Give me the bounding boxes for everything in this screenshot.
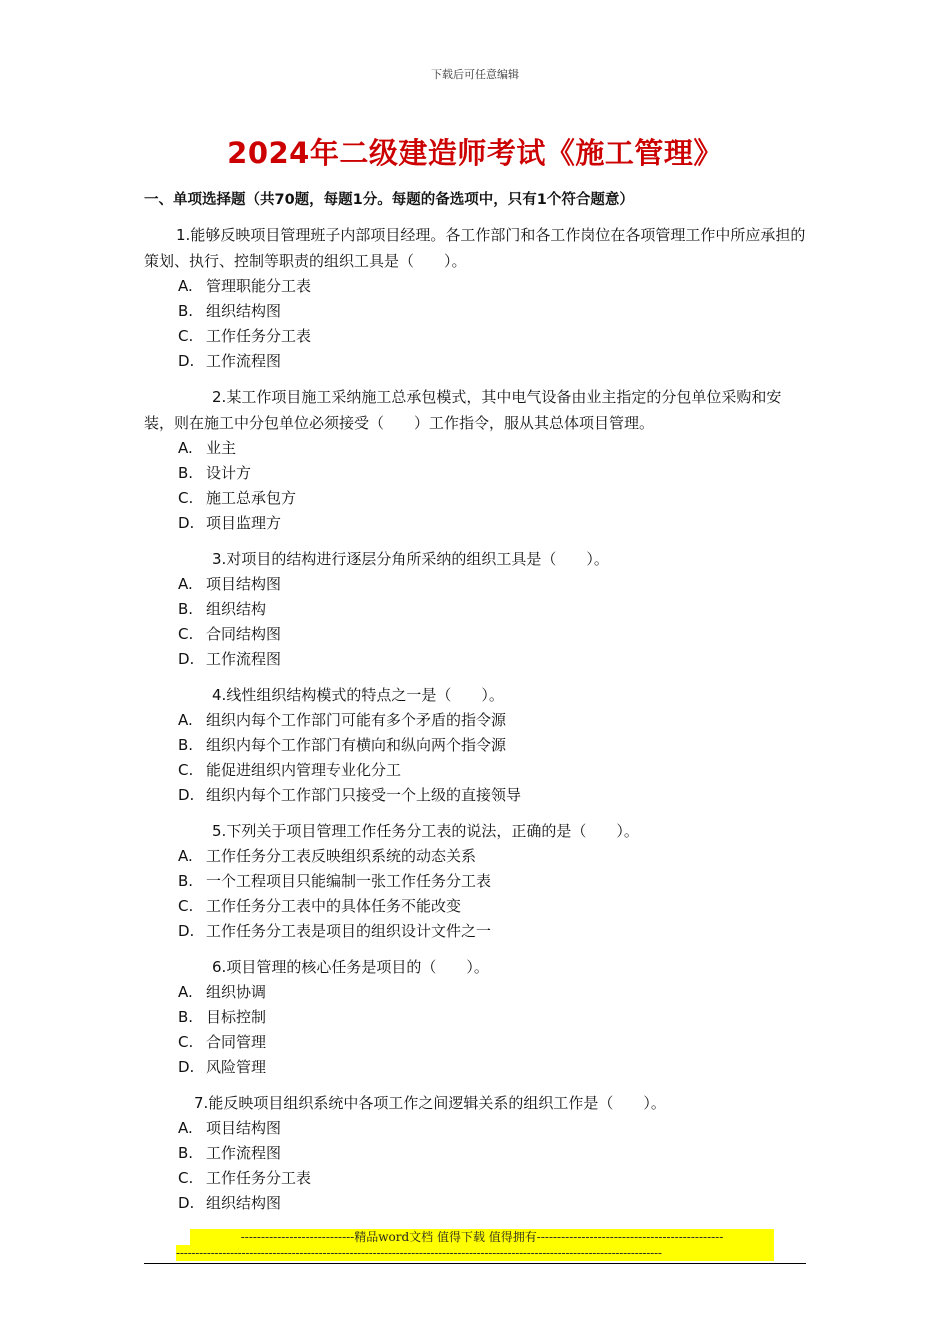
option-letter: B. [178, 1008, 194, 1026]
question-stem [144, 1090, 808, 1116]
answer-option [144, 622, 808, 647]
option-letter: B. [178, 600, 194, 618]
question-number: 2. [212, 388, 227, 406]
footer-rule [144, 1263, 806, 1264]
option-text: 组织内每个工作部门有横向和纵向两个指令源 [206, 736, 507, 754]
answer-option [144, 733, 808, 758]
question-number: 6. [212, 958, 227, 976]
answer-option [144, 1141, 808, 1166]
option-text: 组织内每个工作部门可能有多个矛盾的指令源 [206, 711, 507, 729]
option-letter: D. [178, 650, 195, 668]
option-letter: C. [178, 761, 194, 779]
option-letter: C. [178, 489, 194, 507]
answer-option [144, 572, 808, 597]
answer-option [144, 1191, 808, 1216]
option-text: 工作任务分工表是项目的组织设计文件之一 [206, 922, 492, 940]
question-text: 能反映项目组织系统中各项工作之间逻辑关系的组织工作是（ ）。 [208, 1094, 666, 1112]
question-stem [144, 384, 808, 436]
answer-option [144, 299, 808, 324]
option-letter: A. [178, 983, 193, 1001]
option-text: 工作流程图 [206, 352, 282, 370]
option-letter: A. [178, 711, 193, 729]
section-heading: 一、单项选择题（共70题，每题1分。每题的备选项中，只有1个符合题意） [144, 192, 634, 208]
option-letter: D. [178, 922, 195, 940]
option-letter: B. [178, 464, 194, 482]
option-text: 工作任务分工表反映组织系统的动态关系 [206, 847, 477, 865]
question-5 [144, 818, 808, 944]
question-stem [144, 546, 808, 572]
answer-option [144, 869, 808, 894]
question-number: 4. [212, 686, 227, 704]
option-text: 组织结构图 [206, 1194, 282, 1212]
option-letter: A. [178, 277, 193, 295]
option-text: 设计方 [206, 464, 252, 482]
answer-option [144, 1030, 808, 1055]
question-text: 某工作项目施工采纳施工总承包模式，其中电气设备由业主指定的分包单位采购和安装，则在施工中分包单位必须接受（ ）工作指令，服从其总体项目管理。 [144, 388, 782, 432]
option-text: 工作任务分工表中的具体任务不能改变 [206, 897, 462, 915]
answer-option [144, 647, 808, 672]
question-number: 3. [212, 550, 227, 568]
option-text: 风险管理 [206, 1058, 267, 1076]
option-text: 项目监理方 [206, 514, 282, 532]
option-letter: A. [178, 847, 193, 865]
question-text: 线性组织结构模式的特点之一是（ ）。 [226, 686, 504, 704]
question-stem [144, 818, 808, 844]
option-text: 管理职能分工表 [206, 277, 312, 295]
question-number: 1. [176, 226, 191, 244]
footer-line-2: ------------------------------------------------------------------------------------------------------------------------------ [176, 1245, 774, 1261]
option-letter: A. [178, 1119, 193, 1137]
option-letter: D. [178, 1194, 195, 1212]
question-text: 对项目的结构进行逐层分角所采纳的组织工具是（ ）。 [226, 550, 609, 568]
question-stem [144, 682, 808, 708]
answer-option [144, 919, 808, 944]
option-letter: D. [178, 514, 195, 532]
option-letter: A. [178, 575, 193, 593]
option-letter: B. [178, 736, 194, 754]
question-text: 能够反映项目管理班子内部项目经理。各工作部门和各工作岗位在各项管理工作中所应承担的策划、执行、控制等职责的组织工具是（ ）。 [144, 226, 806, 270]
option-letter: D. [178, 786, 195, 804]
option-text: 业主 [206, 439, 237, 457]
question-list [144, 222, 808, 1226]
option-letter: A. [178, 439, 193, 457]
option-letter: D. [178, 352, 195, 370]
footer-line-1: ----------------------------精品word文档 值得下载 值得拥有---------------------------------------------- [190, 1229, 774, 1245]
answer-option [144, 274, 808, 299]
header-note: 下载后可任意编辑 [431, 68, 519, 81]
question-2 [144, 384, 808, 536]
option-text: 工作流程图 [206, 1144, 282, 1162]
option-text: 工作流程图 [206, 650, 282, 668]
question-text: 项目管理的核心任务是项目的（ ）。 [226, 958, 489, 976]
answer-option [144, 511, 808, 536]
footer-banner [176, 1229, 774, 1261]
option-letter: C. [178, 1033, 194, 1051]
answer-option [144, 758, 808, 783]
question-number: 5. [212, 822, 227, 840]
option-letter: C. [178, 1169, 194, 1187]
option-text: 一个工程项目只能编制一张工作任务分工表 [206, 872, 492, 890]
document-title: 2024年二级建造师考试《施工管理》 [227, 136, 723, 170]
option-letter: B. [178, 872, 194, 890]
option-text: 工作任务分工表 [206, 327, 312, 345]
answer-option [144, 597, 808, 622]
option-letter: C. [178, 327, 194, 345]
option-text: 合同管理 [206, 1033, 267, 1051]
answer-option [144, 486, 808, 511]
answer-option [144, 1166, 808, 1191]
answer-option [144, 708, 808, 733]
option-text: 能促进组织内管理专业化分工 [206, 761, 402, 779]
option-letter: D. [178, 1058, 195, 1076]
question-stem [144, 954, 808, 980]
question-6 [144, 954, 808, 1080]
option-text: 组织协调 [206, 983, 267, 1001]
option-letter: C. [178, 625, 194, 643]
option-text: 项目结构图 [206, 575, 282, 593]
question-3 [144, 546, 808, 672]
option-text: 组织结构图 [206, 302, 282, 320]
option-text: 合同结构图 [206, 625, 282, 643]
option-letter: C. [178, 897, 194, 915]
option-text: 组织结构 [206, 600, 267, 618]
option-text: 工作任务分工表 [206, 1169, 312, 1187]
question-number: 7. [194, 1094, 209, 1112]
option-text: 组织内每个工作部门只接受一个上级的直接领导 [206, 786, 522, 804]
option-letter: B. [178, 302, 194, 320]
answer-option [144, 324, 808, 349]
answer-option [144, 980, 808, 1005]
option-letter: B. [178, 1144, 194, 1162]
answer-option [144, 436, 808, 461]
answer-option [144, 844, 808, 869]
question-1 [144, 222, 808, 374]
answer-option [144, 349, 808, 374]
answer-option [144, 461, 808, 486]
option-text: 项目结构图 [206, 1119, 282, 1137]
answer-option [144, 894, 808, 919]
option-text: 目标控制 [206, 1008, 267, 1026]
question-stem [144, 222, 808, 274]
answer-option [144, 1055, 808, 1080]
question-4 [144, 682, 808, 808]
answer-option [144, 1116, 808, 1141]
question-text: 下列关于项目管理工作任务分工表的说法，正确的是（ ）。 [226, 822, 639, 840]
question-7 [144, 1090, 808, 1216]
answer-option [144, 1005, 808, 1030]
option-text: 施工总承包方 [206, 489, 297, 507]
answer-option [144, 783, 808, 808]
